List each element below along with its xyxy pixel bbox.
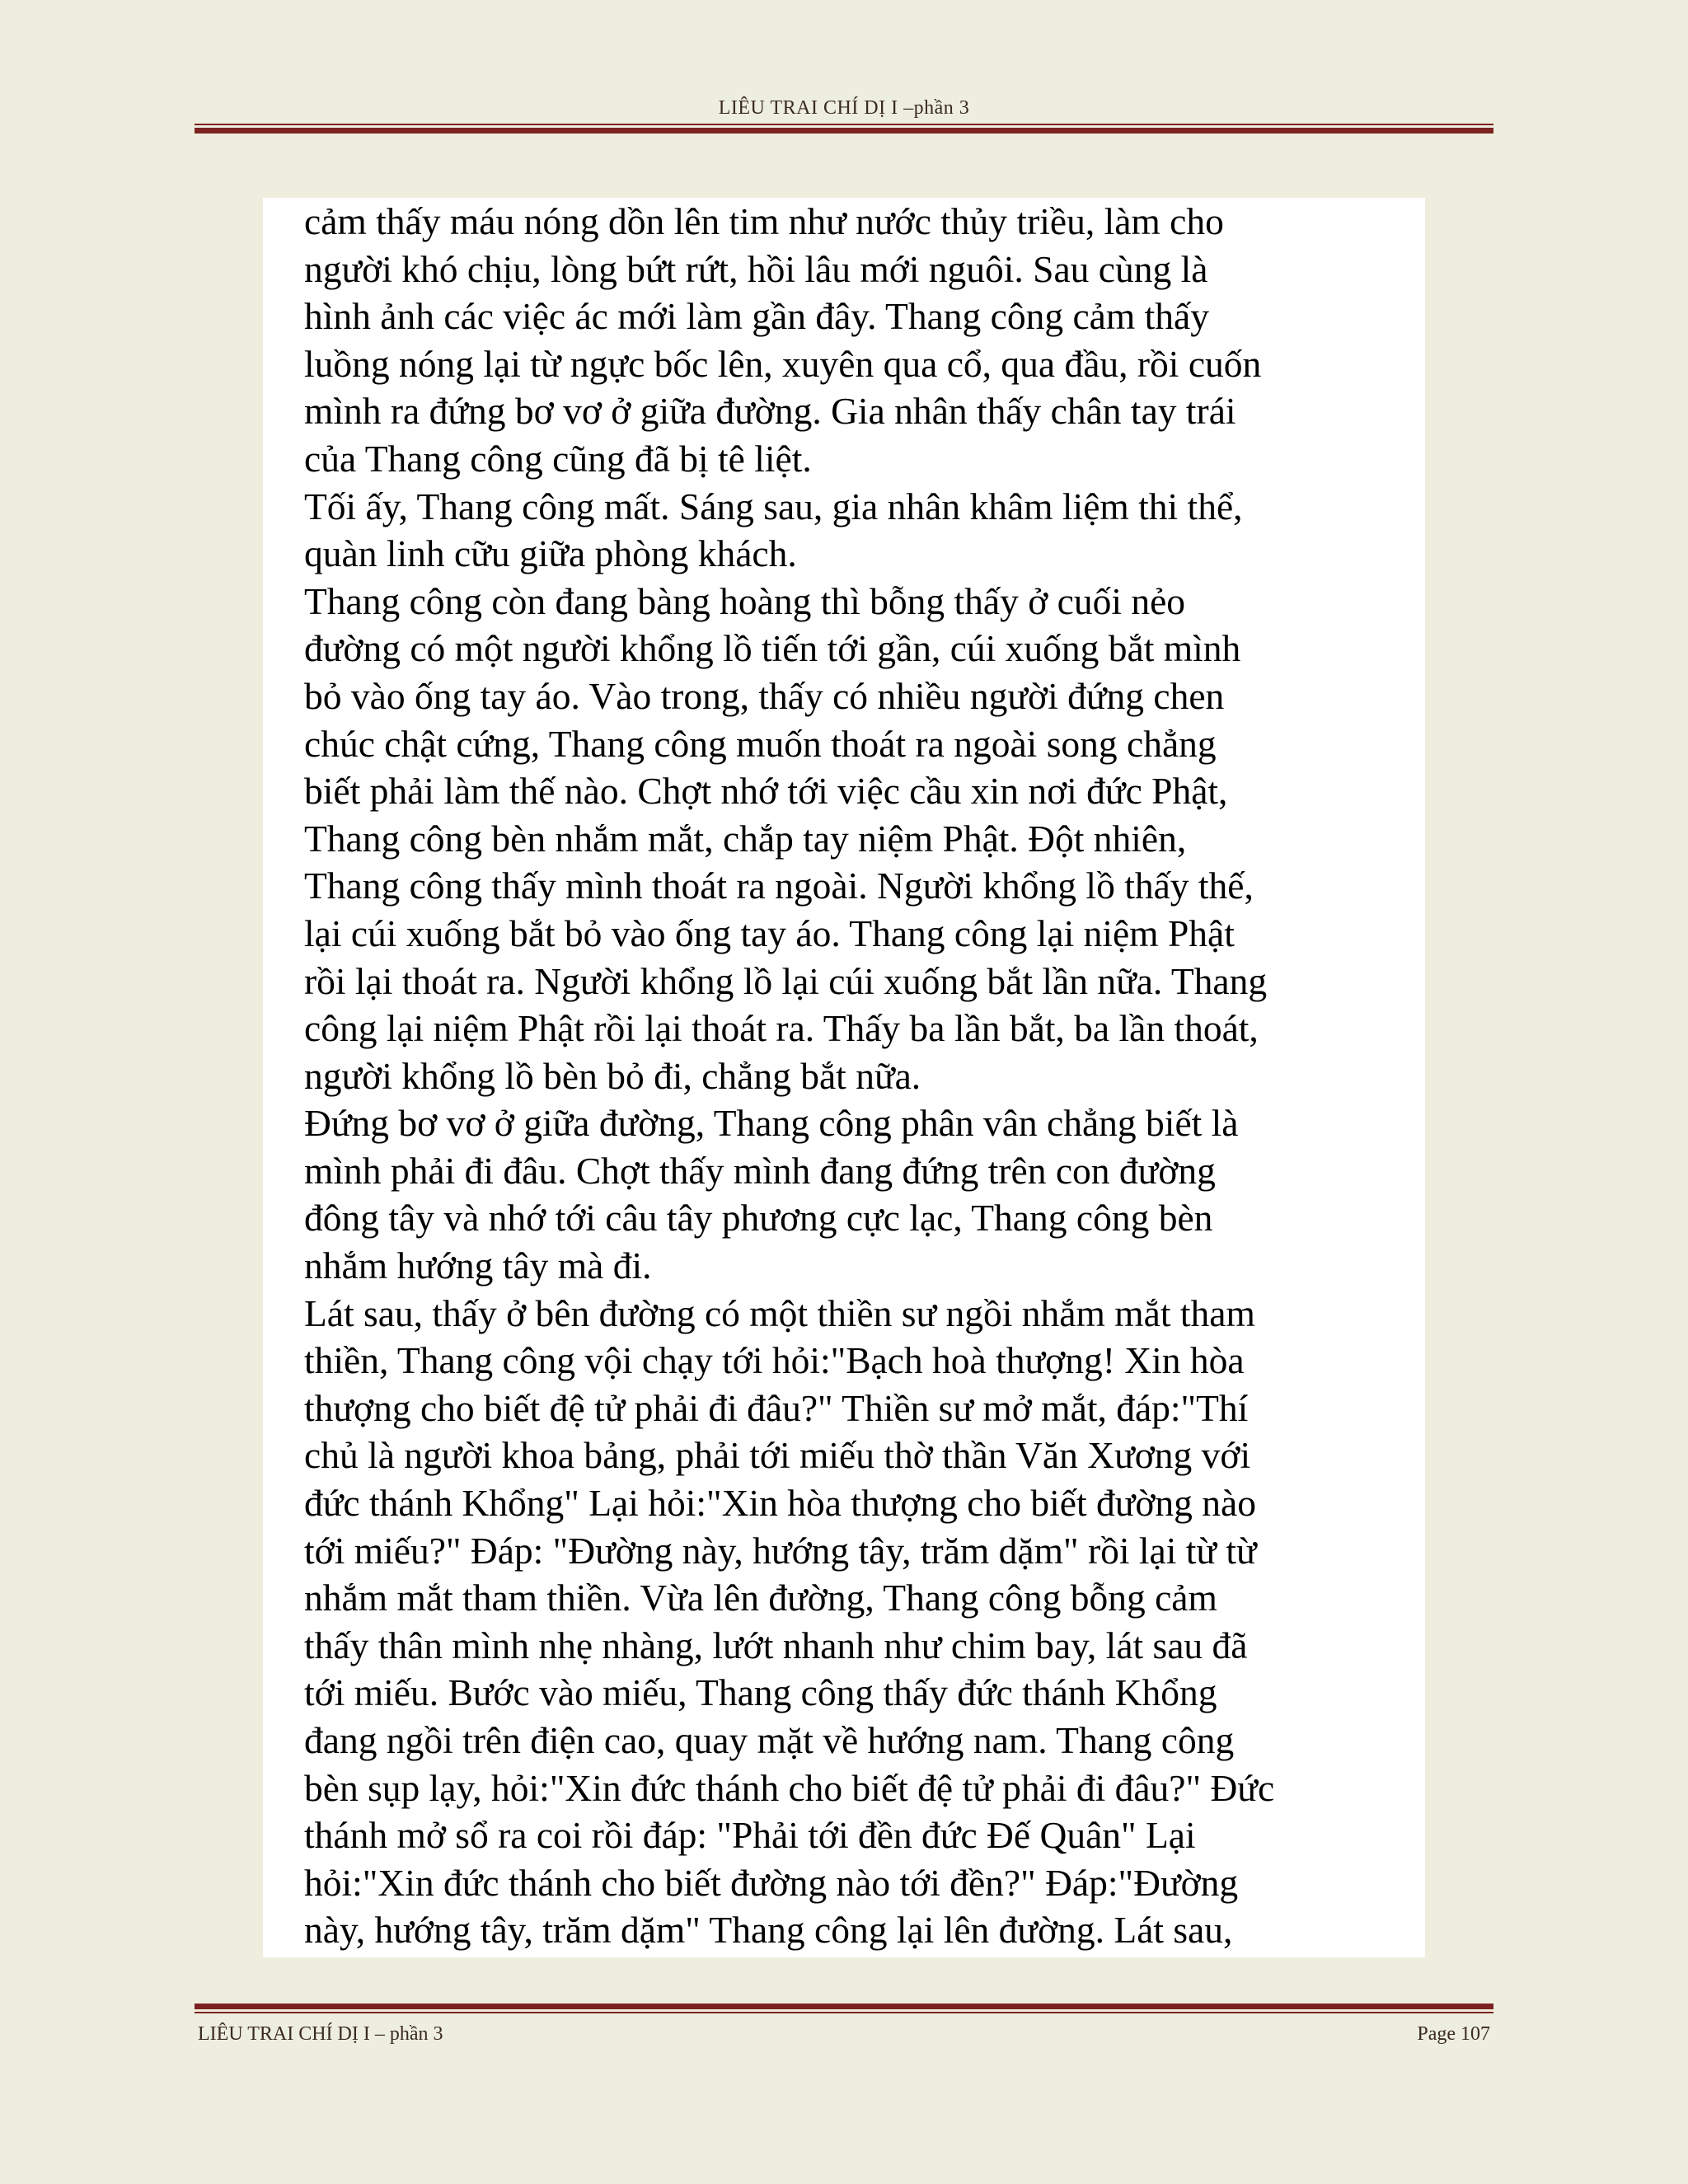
- text-line: Tối ấy, Thang công mất. Sáng sau, gia nhân khâm liệm thi thể,: [304, 485, 1243, 527]
- text-line: đường có một người khổng lồ tiến tới gần, cúi xuống bắt mình: [304, 627, 1241, 670]
- text-line: Lát sau, thấy ở bên đường có một thiền sư ngồi nhắm mắt tham: [304, 1291, 1255, 1334]
- text-line: công lại niệm Phật rồi lại thoát ra. Thấy ba lần bắt, ba lần thoát,: [304, 1007, 1259, 1050]
- header-rule-thin: [195, 124, 1493, 125]
- text-line: nhắm mắt tham thiền. Vừa lên đường, Thang công bỗng cảm: [304, 1577, 1217, 1619]
- text-line: đức thánh Khổng" Lại hỏi:"Xin hòa thượng cho biết đường nào: [304, 1482, 1257, 1525]
- text-line: cảm thấy máu nóng dồn lên tim như nước thủy triều, làm cho: [304, 200, 1224, 242]
- text-line: bèn sụp lạy, hỏi:"Xin đức thánh cho biết đệ tử phải đi đâu?" Đức: [304, 1766, 1275, 1809]
- text-line: mình phải đi đâu. Chợt thấy mình đang đứng trên con đường: [304, 1149, 1216, 1192]
- footer-rule-thin: [195, 2012, 1493, 2013]
- running-header: LIÊU TRAI CHÍ DỊ I –phần 3: [718, 97, 970, 119]
- text-line: thiền, Thang công vội chạy tới hỏi:"Bạch hoà thượng! Xin hòa: [304, 1339, 1245, 1382]
- text-line: người khổng lồ bèn bỏ đi, chẳng bắt nữa.: [304, 1054, 921, 1097]
- text-line: quàn linh cữu giữa phòng khách.: [304, 532, 797, 575]
- text-line: Thang công thấy mình thoát ra ngoài. Người khổng lồ thấy thế,: [304, 865, 1254, 907]
- text-line: này, hướng tây, trăm dặm" Thang công lại lên đường. Lát sau,: [304, 1909, 1233, 1952]
- text-line: đông tây và nhớ tới câu tây phương cực lạc, Thang công bèn: [304, 1197, 1213, 1240]
- text-line: luồng nóng lại từ ngực bốc lên, xuyên qua cổ, qua đầu, rồi cuốn: [304, 342, 1262, 385]
- text-line: tới miếu. Bước vào miếu, Thang công thấy đức thánh Khổng: [304, 1671, 1217, 1714]
- text-line: nhắm hướng tây mà đi.: [304, 1244, 652, 1287]
- text-line: Thang công bèn nhắm mắt, chắp tay niệm Phật. Đột nhiên,: [304, 817, 1187, 860]
- text-line: thánh mở sổ ra coi rồi đáp: "Phải tới đền đức Đế Quân" Lại: [304, 1814, 1196, 1857]
- text-line: của Thang công cũng đã bị tê liệt.: [304, 437, 812, 480]
- header-rule-thick: [195, 128, 1493, 134]
- page-number: Page 107: [1417, 2023, 1490, 2045]
- text-line: hỏi:"Xin đức thánh cho biết đường nào tới đền?" Đáp:"Đường: [304, 1861, 1239, 1904]
- text-line: thấy thân mình nhẹ nhàng, lướt nhanh như chim bay, lát sau đã: [304, 1624, 1248, 1666]
- text-line: tới miếu?" Đáp: "Đường này, hướng tây, trăm dặm" rồi lại từ từ: [304, 1529, 1257, 1572]
- content-box: [263, 198, 1425, 1957]
- text-line: mình ra đứng bơ vơ ở giữa đường. Gia nhân thấy chân tay trái: [304, 390, 1236, 433]
- text-line: đang ngồi trên điện cao, quay mặt về hướng nam. Thang công: [304, 1719, 1235, 1761]
- text-line: lại cúi xuống bắt bỏ vào ống tay áo. Thang công lại niệm Phật: [304, 912, 1235, 954]
- text-line: biết phải làm thế nào. Chợt nhớ tới việc cầu xin nơi đức Phật,: [304, 770, 1228, 813]
- footer-title: LIÊU TRAI CHÍ DỊ I – phần 3: [198, 2023, 443, 2045]
- text-line: chủ là người khoa bảng, phải tới miếu thờ thần Văn Xương với: [304, 1434, 1251, 1477]
- text-line: bỏ vào ống tay áo. Vào trong, thấy có nhiều người đứng chen: [304, 674, 1225, 717]
- text-line: Đứng bơ vơ ở giữa đường, Thang công phân vân chẳng biết là: [304, 1102, 1239, 1145]
- body-text: [304, 198, 1425, 1954]
- footer-rule-thick: [195, 2004, 1493, 2009]
- text-line: chúc chật cứng, Thang công muốn thoát ra ngoài song chẳng: [304, 722, 1217, 765]
- text-line: rồi lại thoát ra. Người khổng lồ lại cúi xuống bắt lần nữa. Thang: [304, 959, 1268, 1002]
- text-line: hình ảnh các việc ác mới làm gần đây. Thang công cảm thấy: [304, 295, 1209, 338]
- text-line: thượng cho biết đệ tử phải đi đâu?" Thiền sư mở mắt, đáp:"Thí: [304, 1386, 1249, 1429]
- text-line: người khó chịu, lòng bứt rứt, hồi lâu mới nguôi. Sau cùng là: [304, 247, 1208, 290]
- text-line: Thang công còn đang bàng hoàng thì bỗng thấy ở cuối nẻo: [304, 579, 1186, 622]
